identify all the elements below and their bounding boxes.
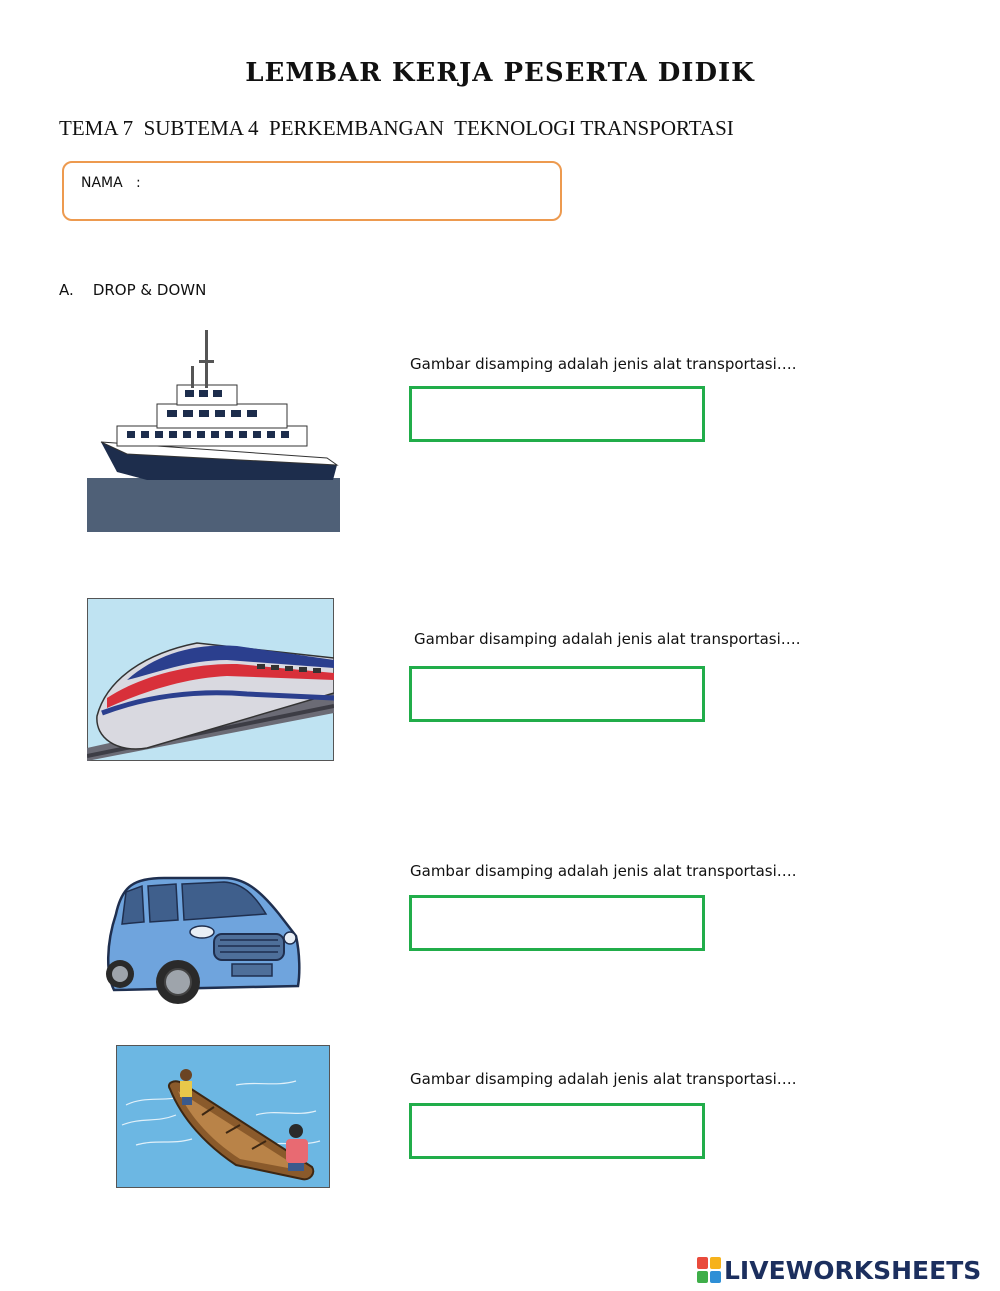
answer-box-1[interactable]	[409, 386, 705, 442]
question-3-prompt: Gambar disamping adalah jenis alat transportasi….	[410, 862, 797, 880]
bullet-train-illustration	[87, 598, 334, 761]
worksheet-title: LEMBAR KERJA PESERTA DIDIK	[245, 58, 755, 88]
liveworksheets-logo	[697, 1255, 981, 1285]
liveworksheets-logo-icon	[697, 1257, 721, 1283]
rowboat-illustration	[116, 1045, 330, 1188]
section-heading: A. DROP & DOWN	[59, 281, 207, 299]
name-field[interactable]	[62, 161, 562, 221]
question-1-prompt: Gambar disamping adalah jenis alat transportasi….	[410, 355, 797, 373]
answer-box-2[interactable]	[409, 666, 705, 722]
question-2-prompt: Gambar disamping adalah jenis alat transportasi….	[414, 630, 801, 648]
question-4-prompt: Gambar disamping adalah jenis alat transportasi….	[410, 1070, 797, 1088]
answer-box-3[interactable]	[409, 895, 705, 951]
answer-box-4[interactable]	[409, 1103, 705, 1159]
theme-subtitle: TEMA 7 SUBTEMA 4 PERKEMBANGAN TEKNOLOGI TRANSPORTASI	[59, 116, 734, 140]
ship-illustration	[87, 330, 340, 532]
liveworksheets-logo-text: LIVEWORKSHEETS	[724, 1255, 982, 1285]
car-illustration	[104, 874, 302, 1020]
name-label: NAMA :	[81, 175, 141, 191]
